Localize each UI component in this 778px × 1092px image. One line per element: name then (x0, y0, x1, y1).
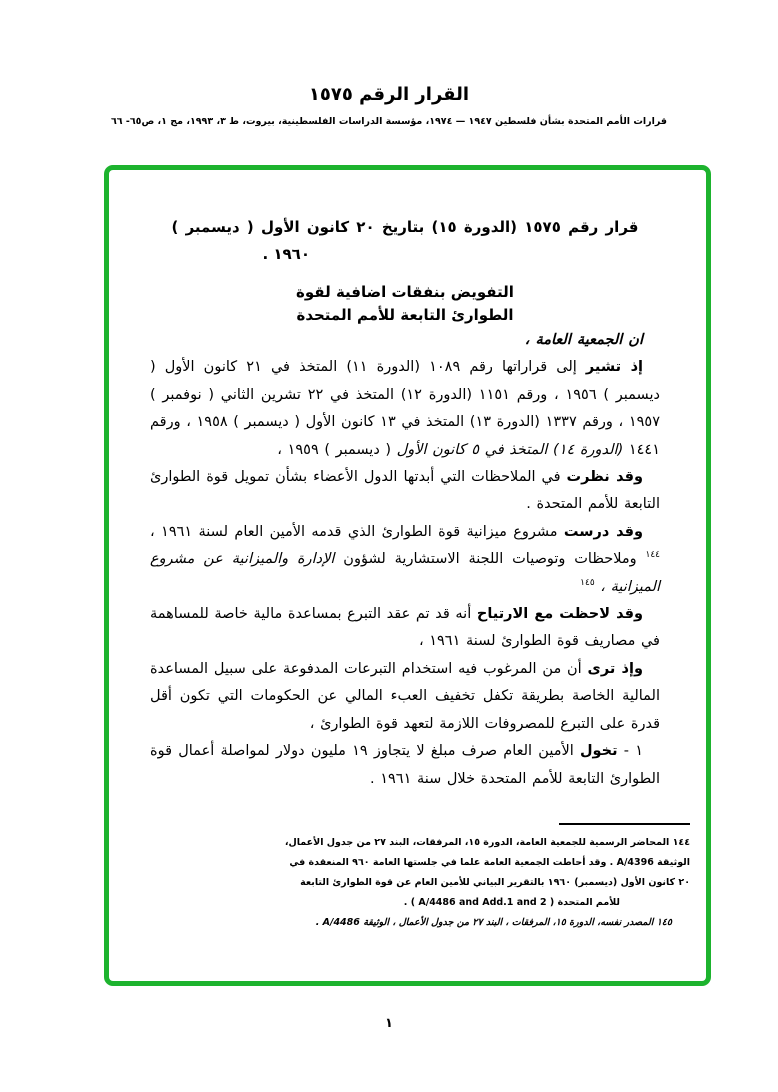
footnote-144-line1: ١٤٤ المحاضر الرسمية للجمعية العامة، الدورة ١٥، المرفقات، البند ٢٧ من جدول الأعمال، (284, 837, 690, 848)
footnote-145: ١٤٥ المصدر نفسه، الدورة ١٥، المرفقات ، البند ٢٧ من جدول الأعمال ، الوثيقة A/4486 . (315, 917, 672, 928)
resolution-heading-line1: قرار رقم ١٥٧٥ (الدورة ١٥) بتاريخ ٢٠ كانون الأول ( ديسمبر ) (171, 218, 639, 236)
subject-title-line1: التفويض بنفقات اضافية لقوة (296, 283, 514, 301)
paragraph-text: الأمين العام صرف مبلغ لا يتجاوز ١٩ مليون دولار لمواصلة أعمال قوة الطوارئ التابعة للأمم المتحدة خلال سنة ١٩٦١ . (150, 743, 660, 787)
resolution-subject-title (150, 281, 660, 327)
subject-title-line2: الطوارئ التابعة للأمم المتحدة (296, 306, 514, 324)
footnotes-section (284, 823, 690, 933)
preamble-opening-text: ان الجمعية العامة ، (524, 332, 643, 348)
paragraph-text: أنه قد تم عقد التبرع بمساعدة مالية خاصة للمساهمة في مصاريف قوة الطوارئ لسنة ١٩٦١ ، (150, 606, 660, 650)
resolution-heading-line2: ١٩٦٠ . (262, 245, 310, 263)
paragraph-lead: إذ تشير (585, 359, 643, 376)
footnote-144-line2: الوثيقة A/4396 . وقد أحاطت الجمعية العامة علما في جلستها العامة ٩٦٠ المنعقدة في (289, 857, 690, 868)
paragraph-considered (150, 464, 660, 519)
source-citation: قرارات الأمم المتحدة بشأن فلسطين ١٩٤٧ — ١٩٧٤، مؤسسة الدراسات الفلسطينية، بيروت، ط ٣، ١٩٩٣، مج ١، ص٦٥- ٦٦ (110, 116, 668, 127)
paragraph-text: مشروع ميزانية قوة الطوارئ الذي قدمه الأمين العام لسنة ١٩٦١ ، (150, 523, 564, 540)
paragraph-text: ( ديسمبر ) ١٩٥٩ ، (277, 441, 397, 458)
paragraph-lead: تخول (579, 743, 618, 760)
paragraph-recalling (150, 354, 660, 464)
footnote-reference-144: ١٤٤ (645, 550, 660, 561)
paragraph-text: في الملاحظات التي أبدتها الدول الأعضاء بشأن تمويل قوة الطوارئ التابعة للأمم المتحدة . (150, 469, 660, 513)
paragraph-text: أن من المرغوب فيه استخدام التبرعات المدفوعة على سبيل المساعدة المالية الخاصة بطريقة تكفل تخفيف العبء المالي عن الحكومات التي تكون أقل قدرة على التبرع للمصروفات اللازمة لتعهد قوة الطوارئ ، (150, 660, 660, 732)
paragraph-text-italic: الإدارة والميزانية عن مشروع الميزانية ، (150, 551, 660, 595)
paragraph-lead: وإذ ترى (587, 660, 643, 677)
footnote-separator (559, 823, 690, 825)
resolution-highlight-box (104, 165, 711, 986)
paragraph-text-italic: (الدورة ١٤) المتخذ في ٥ كانون الأول (396, 441, 624, 458)
footnote-144-line3: ٢٠ كانون الأول (ديسمبر) ١٩٦٠ بالتقرير البياني للأمين العام عن قوة الطوارئ التابعة (300, 877, 690, 888)
footnote-reference-145: ١٤٥ (580, 577, 595, 588)
paragraph-lead: وقد لاحظت مع الارتياح (476, 606, 643, 623)
page-title: القرار الرقم ١٥٧٥ (308, 84, 470, 105)
operative-number: ١ - (617, 743, 643, 760)
paragraph-desiring (150, 656, 660, 738)
footnote-144-line4: للأمم المتحدة ( A/4486 and Add.1 and 2 ) . (403, 897, 620, 908)
preamble-opening (150, 327, 660, 354)
page-number: ١ (385, 1016, 393, 1031)
paragraph-noted (150, 601, 660, 656)
paragraph-studied (150, 519, 660, 601)
paragraph-operative-1 (150, 738, 660, 793)
paragraph-text: إلى قراراتها رقم ١٠٨٩ (الدورة ١١) المتخذ في ٢١ كانون الأول ( ديسمبر ) ١٩٥٦ ، ورقم ١١٥١ (الدورة ١٢) المتخذ في ٢٢ تشرين الثاني ( نوفمبر ) ١٩٥٧ ، ورقم ١٣٣٧ (الدورة ١٣) المتخذ في ١٣ كانون الأول ( ديسمبر ) ١٩٥٨ ، ورقم ١٤٤١ (150, 359, 660, 458)
resolution-heading (150, 214, 660, 268)
paragraph-lead: وقد نظرت (566, 469, 643, 486)
paragraph-text: وملاحظات وتوصيات اللجنة الاستشارية لشؤون (334, 551, 646, 568)
paragraph-lead: وقد درست (563, 523, 643, 540)
